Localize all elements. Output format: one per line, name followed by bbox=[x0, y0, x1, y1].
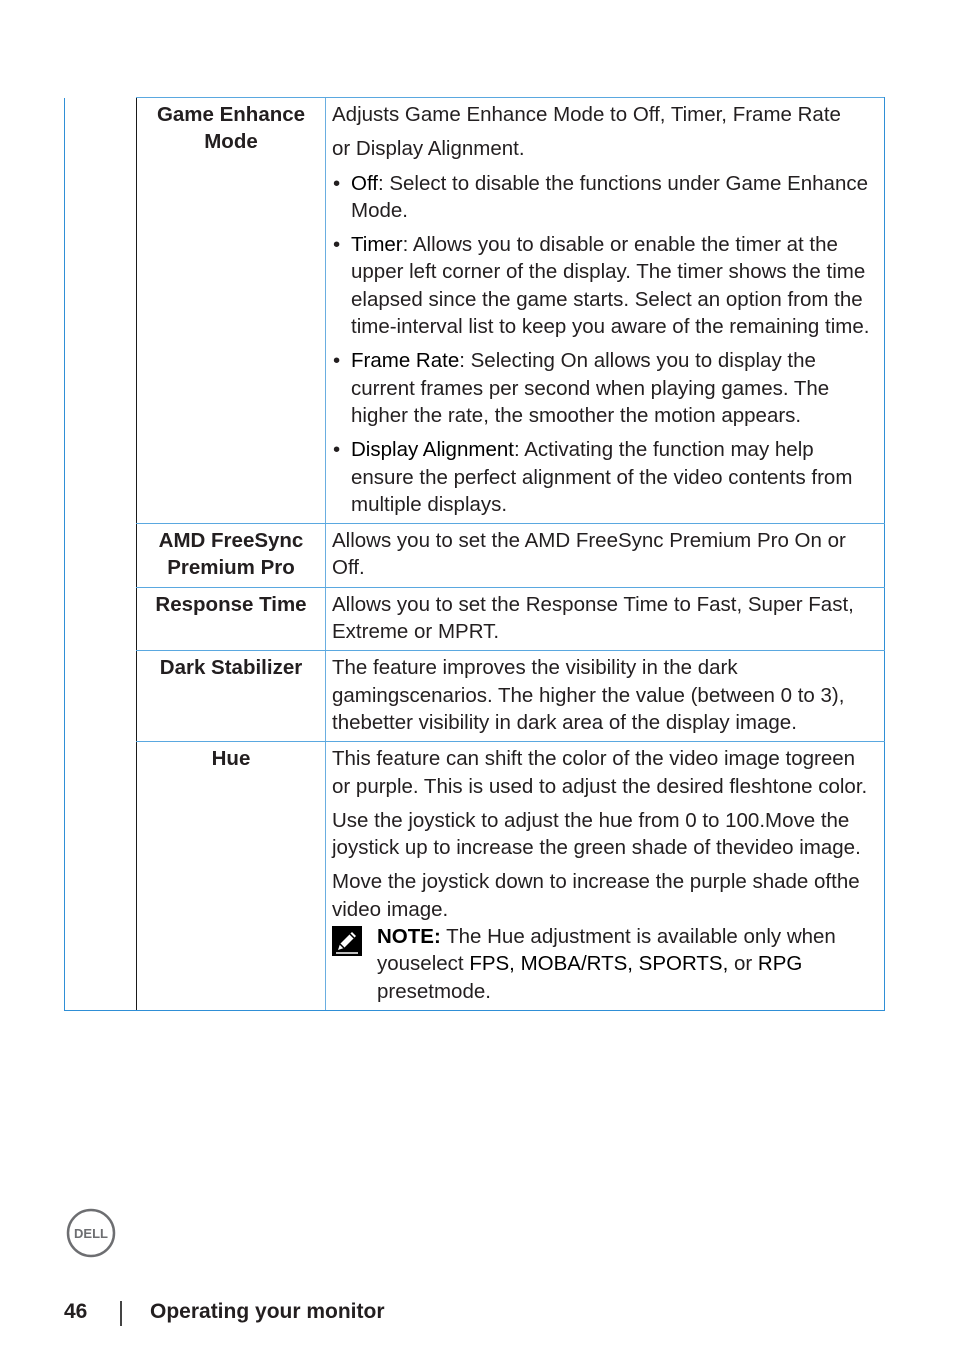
bullet-item: • Off: Select to disable the functions under Game Enhance Mode. bbox=[333, 171, 868, 222]
note-text-after: presetmode. bbox=[377, 979, 491, 1003]
paragraph: Adjusts Game Enhance Mode to Off, Timer, Frame Rate bbox=[332, 103, 841, 126]
note-text-before: The Hue adjustment is available only when youselect bbox=[377, 925, 836, 976]
bullet-text: : Select to disable the functions under Game Enhance Mode. bbox=[351, 171, 868, 222]
bullet-text: : Allows you to disable or enable the timer at the upper left corner of the display. The timer shows the time elapsed since the game starts. Select an option from the time-interval list to keep you aware of the remaining time. bbox=[351, 233, 870, 339]
page-number: 46 bbox=[64, 1300, 88, 1323]
note-keywords: FPS, MOBA/RTS, SPORTS, bbox=[469, 952, 729, 976]
row-label: Hue bbox=[137, 742, 326, 1011]
note-box bbox=[332, 923, 876, 1005]
bullet-list bbox=[332, 170, 876, 519]
table-row bbox=[65, 98, 885, 524]
note-label: NOTE: bbox=[377, 925, 441, 949]
row-description bbox=[326, 742, 885, 1011]
row-label: Dark Stabilizer bbox=[137, 651, 326, 742]
bullet-item: • Frame Rate: Selecting On allows you to display the current frames per second when playing games. The higher the rate, the smoother the motion appears. bbox=[333, 349, 830, 427]
row-description: The feature improves the visibility in the dark gamingscenarios. The higher the value (between 0 to 3), thebetter visibility in dark area of the display image. bbox=[326, 651, 885, 742]
note-pencil-icon bbox=[332, 926, 362, 956]
note-keyword-last: RPG bbox=[757, 952, 803, 976]
bullet-item: • Timer: Allows you to disable or enable the timer at the upper left corner of the display. The timer shows the time elapsed since the game starts. Select an option from the time-interval list to keep you aware of the remaining time. bbox=[333, 233, 870, 339]
bullet-term: Off bbox=[351, 171, 378, 195]
section-title: Operating your monitor bbox=[150, 1300, 385, 1323]
settings-table bbox=[64, 97, 885, 1011]
bullet-term: Timer bbox=[351, 233, 403, 257]
dell-logo bbox=[65, 1207, 117, 1259]
bullet-term: Frame Rate bbox=[351, 349, 460, 373]
table-row bbox=[65, 742, 885, 1011]
row-label: AMD FreeSync Premium Pro bbox=[137, 524, 326, 588]
table-row bbox=[65, 524, 885, 588]
dell-logo-text: DELL bbox=[74, 1226, 108, 1241]
bullet-text: : Activating the function may help ensure the perfect alignment of the video contents from multiple displays. bbox=[351, 438, 853, 516]
paragraph: Move the joystick down to increase the purple shade ofthe video image. bbox=[332, 870, 860, 921]
bullet-text: : Selecting On allows you to display the current frames per second when playing games. The higher the rate, the smoother the motion appears. bbox=[351, 349, 830, 427]
row-description bbox=[326, 98, 885, 524]
bullet-item: • Display Alignment: Activating the function may help ensure the perfect alignment of the video contents from multiple displays. bbox=[333, 438, 853, 516]
note-text-mid: or bbox=[728, 952, 758, 976]
row-label: Game Enhance Mode bbox=[137, 98, 326, 524]
paragraph: Use the joystick to adjust the hue from 0 to 100.Move the joystick up to increase the green shade of thevideo image. bbox=[332, 808, 861, 860]
paragraph: This feature can shift the color of the video image togreen or purple. This is used to adjust the desired fleshtone color. bbox=[332, 747, 868, 798]
row-label: Response Time bbox=[137, 587, 326, 651]
table-row bbox=[65, 587, 885, 651]
paragraph: or Display Alignment. bbox=[332, 137, 525, 161]
note-text bbox=[377, 923, 876, 1005]
table-row bbox=[65, 651, 885, 742]
row-description: Allows you to set the Response Time to Fast, Super Fast, Extreme or MPRT. bbox=[326, 587, 885, 651]
menu-column bbox=[65, 98, 137, 1011]
footer-divider bbox=[120, 1301, 122, 1326]
row-description: Allows you to set the AMD FreeSync Premium Pro On or Off. bbox=[326, 524, 885, 588]
bullet-term: Display Alignment bbox=[351, 438, 514, 462]
